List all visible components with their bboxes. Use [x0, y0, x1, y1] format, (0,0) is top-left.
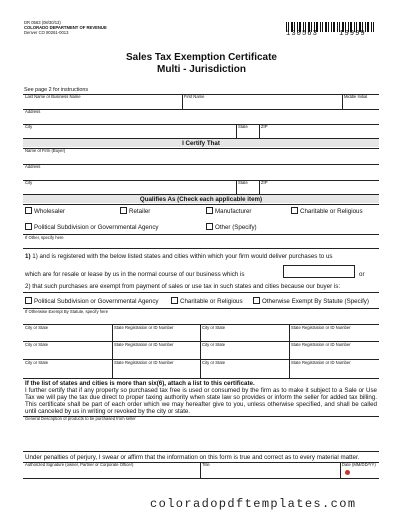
checkbox-manufacturer[interactable]	[206, 207, 251, 215]
seller-state-label: State	[238, 124, 248, 129]
checkbox-wholesaler[interactable]	[25, 207, 65, 215]
checkbox-icon[interactable]	[25, 207, 32, 214]
checkbox-exempt-statute[interactable]	[253, 297, 369, 305]
checkbox-other[interactable]	[206, 223, 257, 231]
reg-id-6: State Registration or ID Number	[291, 360, 351, 365]
department-name: COLORADO DEPARTMENT OF REVENUE	[24, 25, 107, 30]
form-number: DR 0563 (08/30/13)	[24, 20, 61, 25]
title-label: Title	[202, 462, 210, 467]
middle-initial-label: Middle Initial	[344, 94, 368, 99]
buyer-address-label: Address	[25, 164, 41, 169]
instructions-note: See page 2 for instructions	[24, 87, 89, 93]
political-label: Political Subdivision or Governmental Agency	[34, 224, 159, 231]
qualifies-heading: Qualifies As (Check each applicable item)	[139, 196, 263, 203]
checkbox-icon[interactable]	[25, 297, 32, 304]
signature-label: Authorized Signature (owner, Partner or Corporate Officer)	[25, 462, 134, 467]
watermark-text: coloradopdftemplates.com	[150, 497, 357, 511]
last-name-label: Last Name or Business Name	[25, 94, 81, 99]
reg-id-3: State Registration or ID Number	[114, 342, 174, 347]
statement-1a: 1) 1) and is registered with the below listed states and cities within which your firm would deliver purchases to us	[25, 253, 333, 260]
if-otherwise-label: If Otherwise Exempt By Statute, specify here	[25, 309, 109, 314]
reg-id-1: State Registration or ID Number	[114, 325, 174, 330]
statement-2: 2) that such purchases are exempt from payment of sales or use tax in such states and cities because our buyer is:	[25, 283, 341, 290]
checkbox-icon[interactable]	[206, 223, 213, 230]
seller-zip-label: ZIP	[261, 124, 268, 129]
general-description-label: General Description of products to be purchased from seller	[25, 416, 136, 421]
checkbox-icon[interactable]	[120, 207, 127, 214]
exempt-charitable-label: Charitable or Religious	[180, 298, 243, 305]
exempt-political-label: Political Subdivision or Governmental Agency	[34, 298, 159, 305]
buyer-city-label: City	[25, 180, 33, 185]
department-address: Denver CO 80261-0013	[24, 30, 69, 35]
checkbox-icon[interactable]	[171, 297, 178, 304]
buyer-zip-label: ZIP	[261, 180, 268, 185]
checkbox-icon[interactable]	[25, 223, 32, 230]
checkbox-icon[interactable]	[206, 207, 213, 214]
statement-or: or	[359, 271, 365, 278]
exempt-statute-label: Otherwise Exempt By Statute (Specify)	[262, 298, 369, 305]
checkbox-political[interactable]	[25, 223, 159, 231]
record-icon	[345, 470, 350, 475]
reg-city-1: City or State	[25, 325, 49, 330]
reg-city-6: City or State	[202, 360, 226, 365]
page-subtitle: Multi - Jurisdiction	[157, 64, 246, 75]
manufacturer-label: Manufacturer	[215, 208, 252, 215]
page-title: Sales Tax Exemption Certificate	[126, 52, 277, 63]
reg-city-2: City or State	[202, 325, 226, 330]
retailer-label: Retailer	[129, 208, 151, 215]
seller-address-label: Address	[25, 109, 41, 114]
date-label: Date (MM/DD/YY)	[342, 462, 376, 467]
reg-id-5: State Registration or ID Number	[114, 360, 174, 365]
checkbox-retailer[interactable]	[120, 207, 150, 215]
reg-city-4: City or State	[202, 342, 226, 347]
if-other-label: If Other, specify here	[25, 235, 64, 240]
perjury-statement: Under penalties of perjury, I swear or affirm that the information on this form is true and correct as to every material matter.	[25, 454, 360, 461]
checkbox-exempt-political[interactable]	[25, 297, 159, 305]
reg-city-3: City or State	[25, 342, 49, 347]
checkbox-charitable[interactable]	[291, 207, 363, 215]
barcode	[286, 19, 376, 29]
seller-city-label: City	[25, 124, 33, 129]
checkbox-icon[interactable]	[291, 207, 298, 214]
reg-id-4: State Registration or ID Number	[291, 342, 351, 347]
certification-paragraph: I further certify that if any property so purchased tax free is used or consumed by the firm as to make it subject to a Sale or Use Tax we will pay the tax due direct to proper taxing authority when state law so provides or inform the seller for added tax billing. This certificate shall be part of each order which we may hereafter give to you, unless otherwise specified, and shall be called until canceled by us in writing or revoked by the city or state.	[25, 387, 377, 416]
charitable-label: Charitable or Religious	[300, 208, 363, 215]
certify-heading: I Certify That	[182, 140, 220, 147]
wholesaler-label: Wholesaler	[34, 208, 65, 215]
buyer-state-label: State	[238, 180, 248, 185]
barcode-number: 130563 19999	[286, 30, 366, 38]
reg-city-5: City or State	[25, 360, 49, 365]
business-type-field[interactable]	[283, 265, 355, 278]
checkbox-exempt-charitable[interactable]	[171, 297, 243, 305]
attach-list-note: If the list of states and cities is more than six(6), attach a list to this certificate.	[25, 380, 255, 387]
other-label: Other (Specify)	[215, 224, 257, 231]
checkbox-icon[interactable]	[253, 297, 260, 304]
reg-id-2: State Registration or ID Number	[291, 325, 351, 330]
firm-name-label: Name of Firm (Buyer)	[25, 148, 66, 153]
first-name-label: First Name	[184, 94, 205, 99]
statement-1b: which are for resale or lease by us in the normal course of our business which is	[25, 271, 245, 278]
